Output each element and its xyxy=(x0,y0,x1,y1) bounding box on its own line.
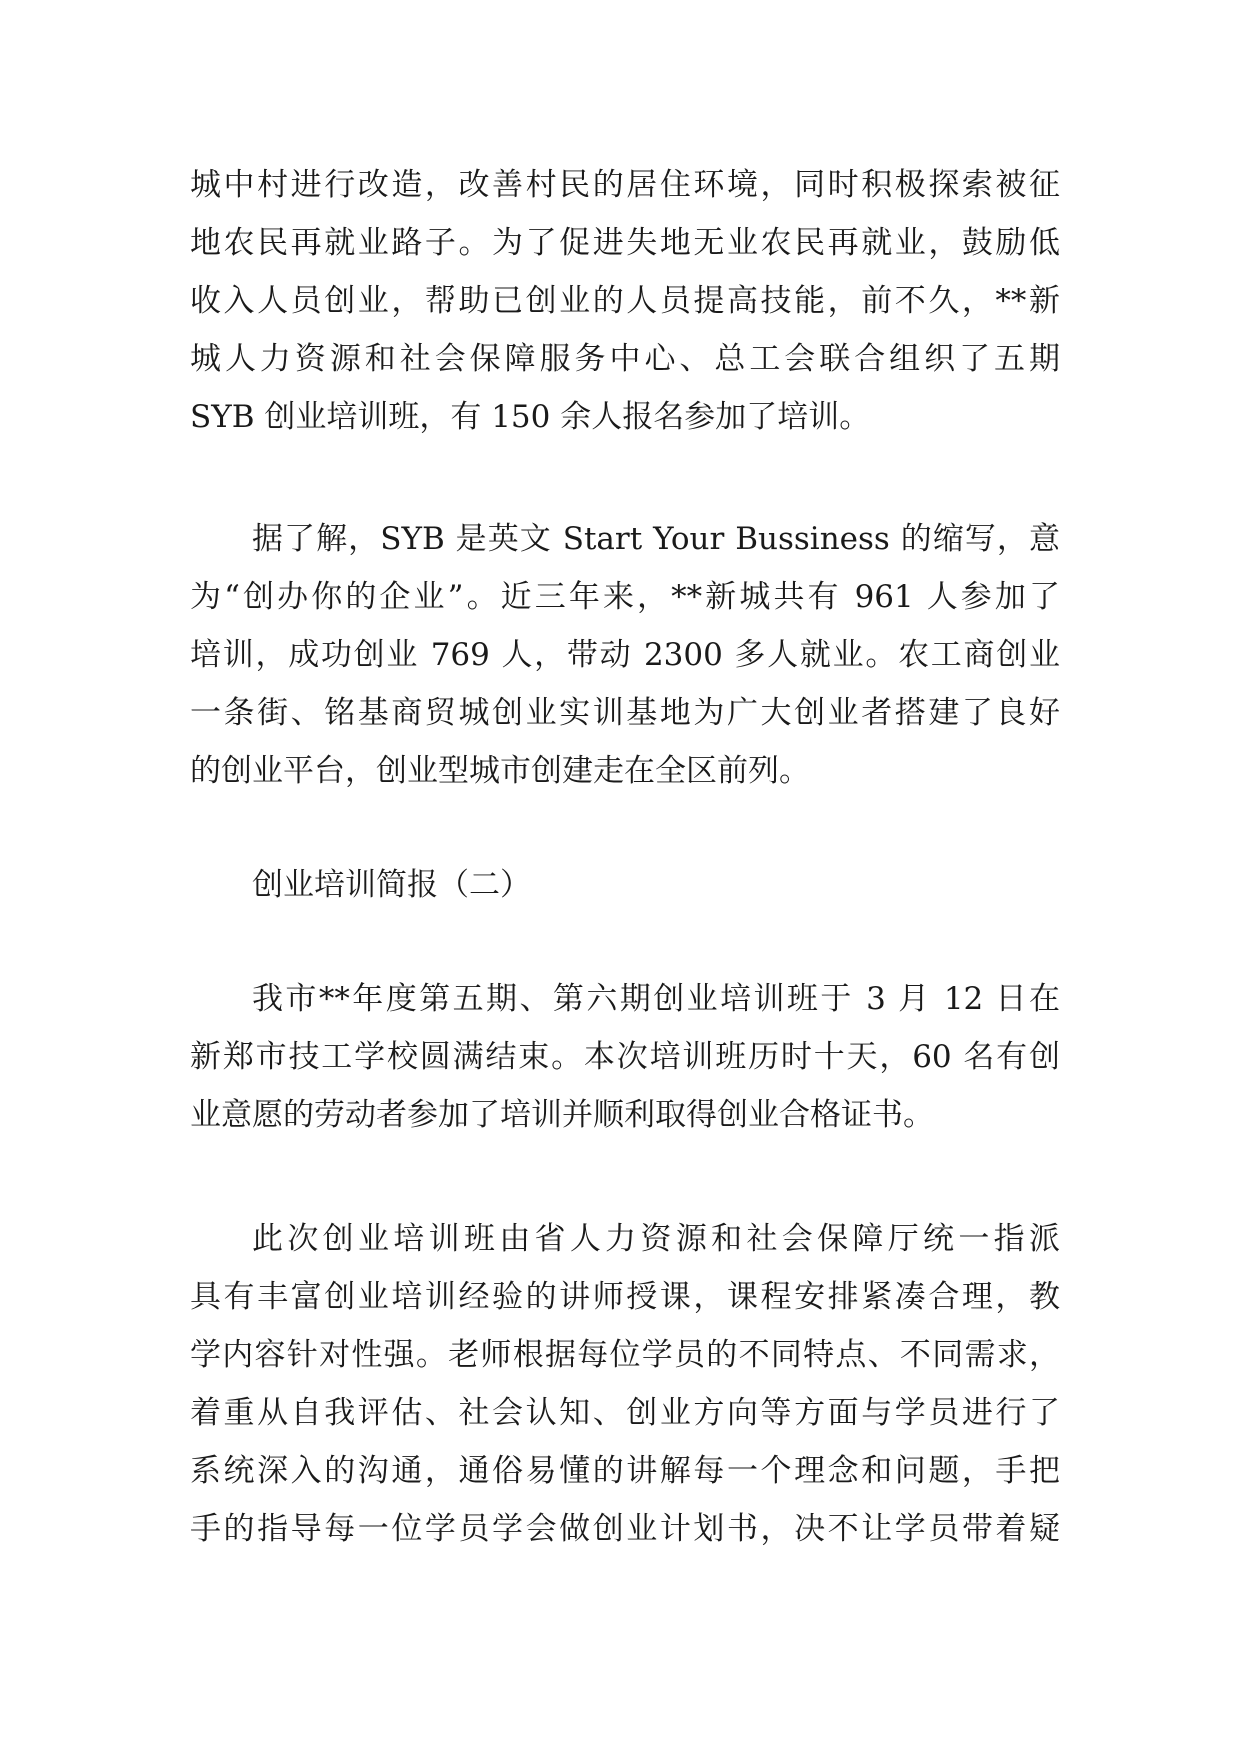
text-line: 的创业平台，创业型城市创建走在全区前列。 xyxy=(190,753,810,789)
text-line: 此次创业培训班由省人力资源和社会保障厅统一指派 xyxy=(252,1221,1060,1257)
paragraph-3 xyxy=(190,970,1060,1144)
paragraph-4 xyxy=(190,1210,1060,1558)
text-line: 学内容针对性强。老师根据每位学员的不同特点、不同需求， xyxy=(190,1337,1060,1373)
text-line: 地农民再就业路子。为了促进失地无业农民再就业，鼓励低 xyxy=(190,225,1060,261)
text-line: 着重从自我评估、社会认知、创业方向等方面与学员进行了 xyxy=(190,1395,1060,1431)
section-heading: 创业培训简报（二） xyxy=(252,867,531,903)
text-line: 城人力资源和社会保障服务中心、总工会联合组织了五期 xyxy=(190,341,1060,377)
text-line: 一条街、铭基商贸城创业实训基地为广大创业者搭建了良好 xyxy=(190,695,1060,731)
text-line: SYB 创业培训班，有 150 余人报名参加了培训。 xyxy=(190,399,871,435)
paragraph-2 xyxy=(190,510,1060,800)
text-line: 系统深入的沟通，通俗易懂的讲解每一个理念和问题，手把 xyxy=(190,1453,1060,1489)
text-line: 城中村进行改造，改善村民的居住环境，同时积极探索被征 xyxy=(190,167,1060,203)
text-line: 业意愿的劳动者参加了培训并顺利取得创业合格证书。 xyxy=(190,1097,934,1133)
paragraph-1 xyxy=(190,156,1060,446)
text-line: 具有丰富创业培训经验的讲师授课，课程安排紧凑合理，教 xyxy=(190,1279,1060,1315)
text-line: 手的指导每一位学员学会做创业计划书，决不让学员带着疑 xyxy=(190,1511,1060,1547)
text-line: 新郑市技工学校圆满结束。本次培训班历时十天，60 名有创 xyxy=(190,1039,1060,1075)
text-line: 收入人员创业，帮助已创业的人员提高技能，前不久，**新 xyxy=(190,283,1060,319)
text-line: 我市**年度第五期、第六期创业培训班于 3 月 12 日在 xyxy=(252,981,1060,1017)
text-line: 培训，成功创业 769 人，带动 2300 多人就业。农工商创业 xyxy=(190,637,1060,673)
text-line: 据了解，SYB 是英文 Start Your Bussiness 的缩写，意 xyxy=(252,521,1060,557)
text-line: 为“创办你的企业”。近三年来，**新城共有 961 人参加了 xyxy=(190,579,1060,615)
